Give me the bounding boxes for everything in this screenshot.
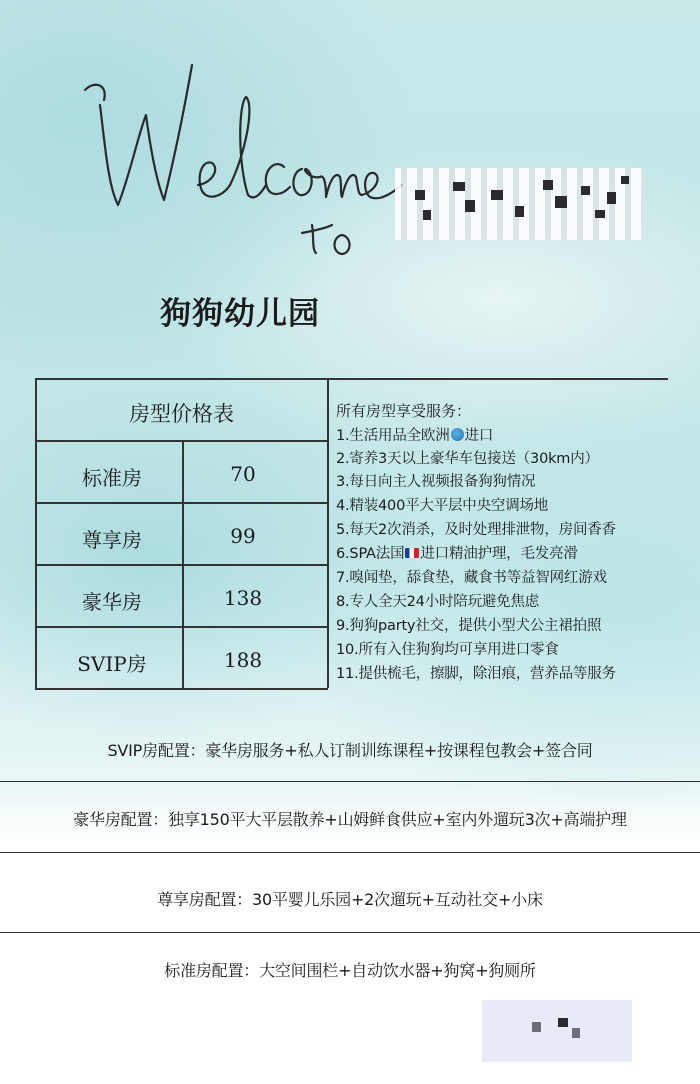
service-item-text: 3.每日向主人视频报备狗狗情况 xyxy=(336,474,536,490)
service-item-text: 11.提供梳毛，擦脚，除泪痕，营养品等服务 xyxy=(336,666,616,682)
service-item xyxy=(336,470,535,491)
table-row-divider xyxy=(35,502,328,504)
mosaic-blurred-brand-name xyxy=(395,168,645,240)
table-bottom-border xyxy=(35,688,328,690)
config-luxury: 豪华房配置：独享150平大平层散养+山姆鲜食供应+室内外遛玩3次+高端护理 xyxy=(73,810,627,829)
service-item-text: 6.SPA法国 xyxy=(336,546,405,562)
room-price-svip: 188 xyxy=(223,648,263,672)
service-item xyxy=(336,447,599,468)
mosaic-blurred-signature xyxy=(482,1000,632,1062)
room-name-luxury: 豪华房 xyxy=(82,590,142,614)
room-price-standard: 70 xyxy=(230,462,256,486)
config-svip: SVIP房配置：豪华房服务+私人订制训练课程+按课程包教会+签合同 xyxy=(107,741,593,760)
price-table-header: 房型价格表 xyxy=(129,402,234,426)
divider xyxy=(0,852,700,853)
room-name-premium: 尊享房 xyxy=(82,528,142,552)
service-item xyxy=(336,424,493,445)
service-item xyxy=(336,614,601,635)
room-name-standard: 标准房 xyxy=(82,466,142,490)
table-row-divider xyxy=(35,626,328,628)
table-header-divider xyxy=(35,440,328,442)
services-title: 所有房型享受服务： xyxy=(336,402,472,420)
service-item-text: 5.每天2次消杀，及时处理排泄物，房间香香 xyxy=(336,522,616,538)
room-price-luxury: 138 xyxy=(223,586,263,610)
room-name-svip: SVIP房 xyxy=(77,652,147,676)
table-top-border xyxy=(35,378,668,380)
room-price-premium: 99 xyxy=(230,524,256,548)
service-item xyxy=(336,662,616,683)
table-row-divider xyxy=(35,564,328,566)
welcome-script-heading xyxy=(80,45,410,260)
config-standard: 标准房配置：大空间围栏+自动饮水器+狗窝+狗厕所 xyxy=(164,961,536,980)
service-item-text: 4.精装400平大平层中央空调场地 xyxy=(336,498,549,514)
globe-icon xyxy=(451,428,464,441)
service-item-text: 7.嗅闻垫，舔食垫，藏食书等益智网红游戏 xyxy=(336,570,607,586)
service-item xyxy=(336,566,607,587)
service-item xyxy=(336,494,548,515)
divider xyxy=(0,781,700,782)
divider xyxy=(0,932,700,933)
service-item-text: 1.生活用品全欧洲 xyxy=(336,428,450,444)
service-item xyxy=(336,590,539,611)
service-item xyxy=(336,542,578,563)
service-item-text: 2.寄养3天以上豪华车包接送（30km内） xyxy=(336,451,599,467)
service-item xyxy=(336,638,559,659)
config-premium: 尊享房配置：30平婴儿乐园+2次遛玩+互动社交+小床 xyxy=(157,890,543,909)
service-item-text: 8.专人全天24小时陪玩避免焦虑 xyxy=(336,594,540,610)
service-item-text: 9.狗狗party社交，提供小型犬公主裙拍照 xyxy=(336,618,602,634)
service-item xyxy=(336,518,616,539)
france-flag-icon xyxy=(405,548,419,558)
service-item-text: 进口 xyxy=(464,428,494,444)
page-title: 狗狗幼儿园 xyxy=(160,296,320,332)
service-item-text: 进口精油护理，毛发亮滑 xyxy=(420,546,578,562)
service-item-text: 10.所有入住狗狗均可享用进口零食 xyxy=(336,642,559,658)
